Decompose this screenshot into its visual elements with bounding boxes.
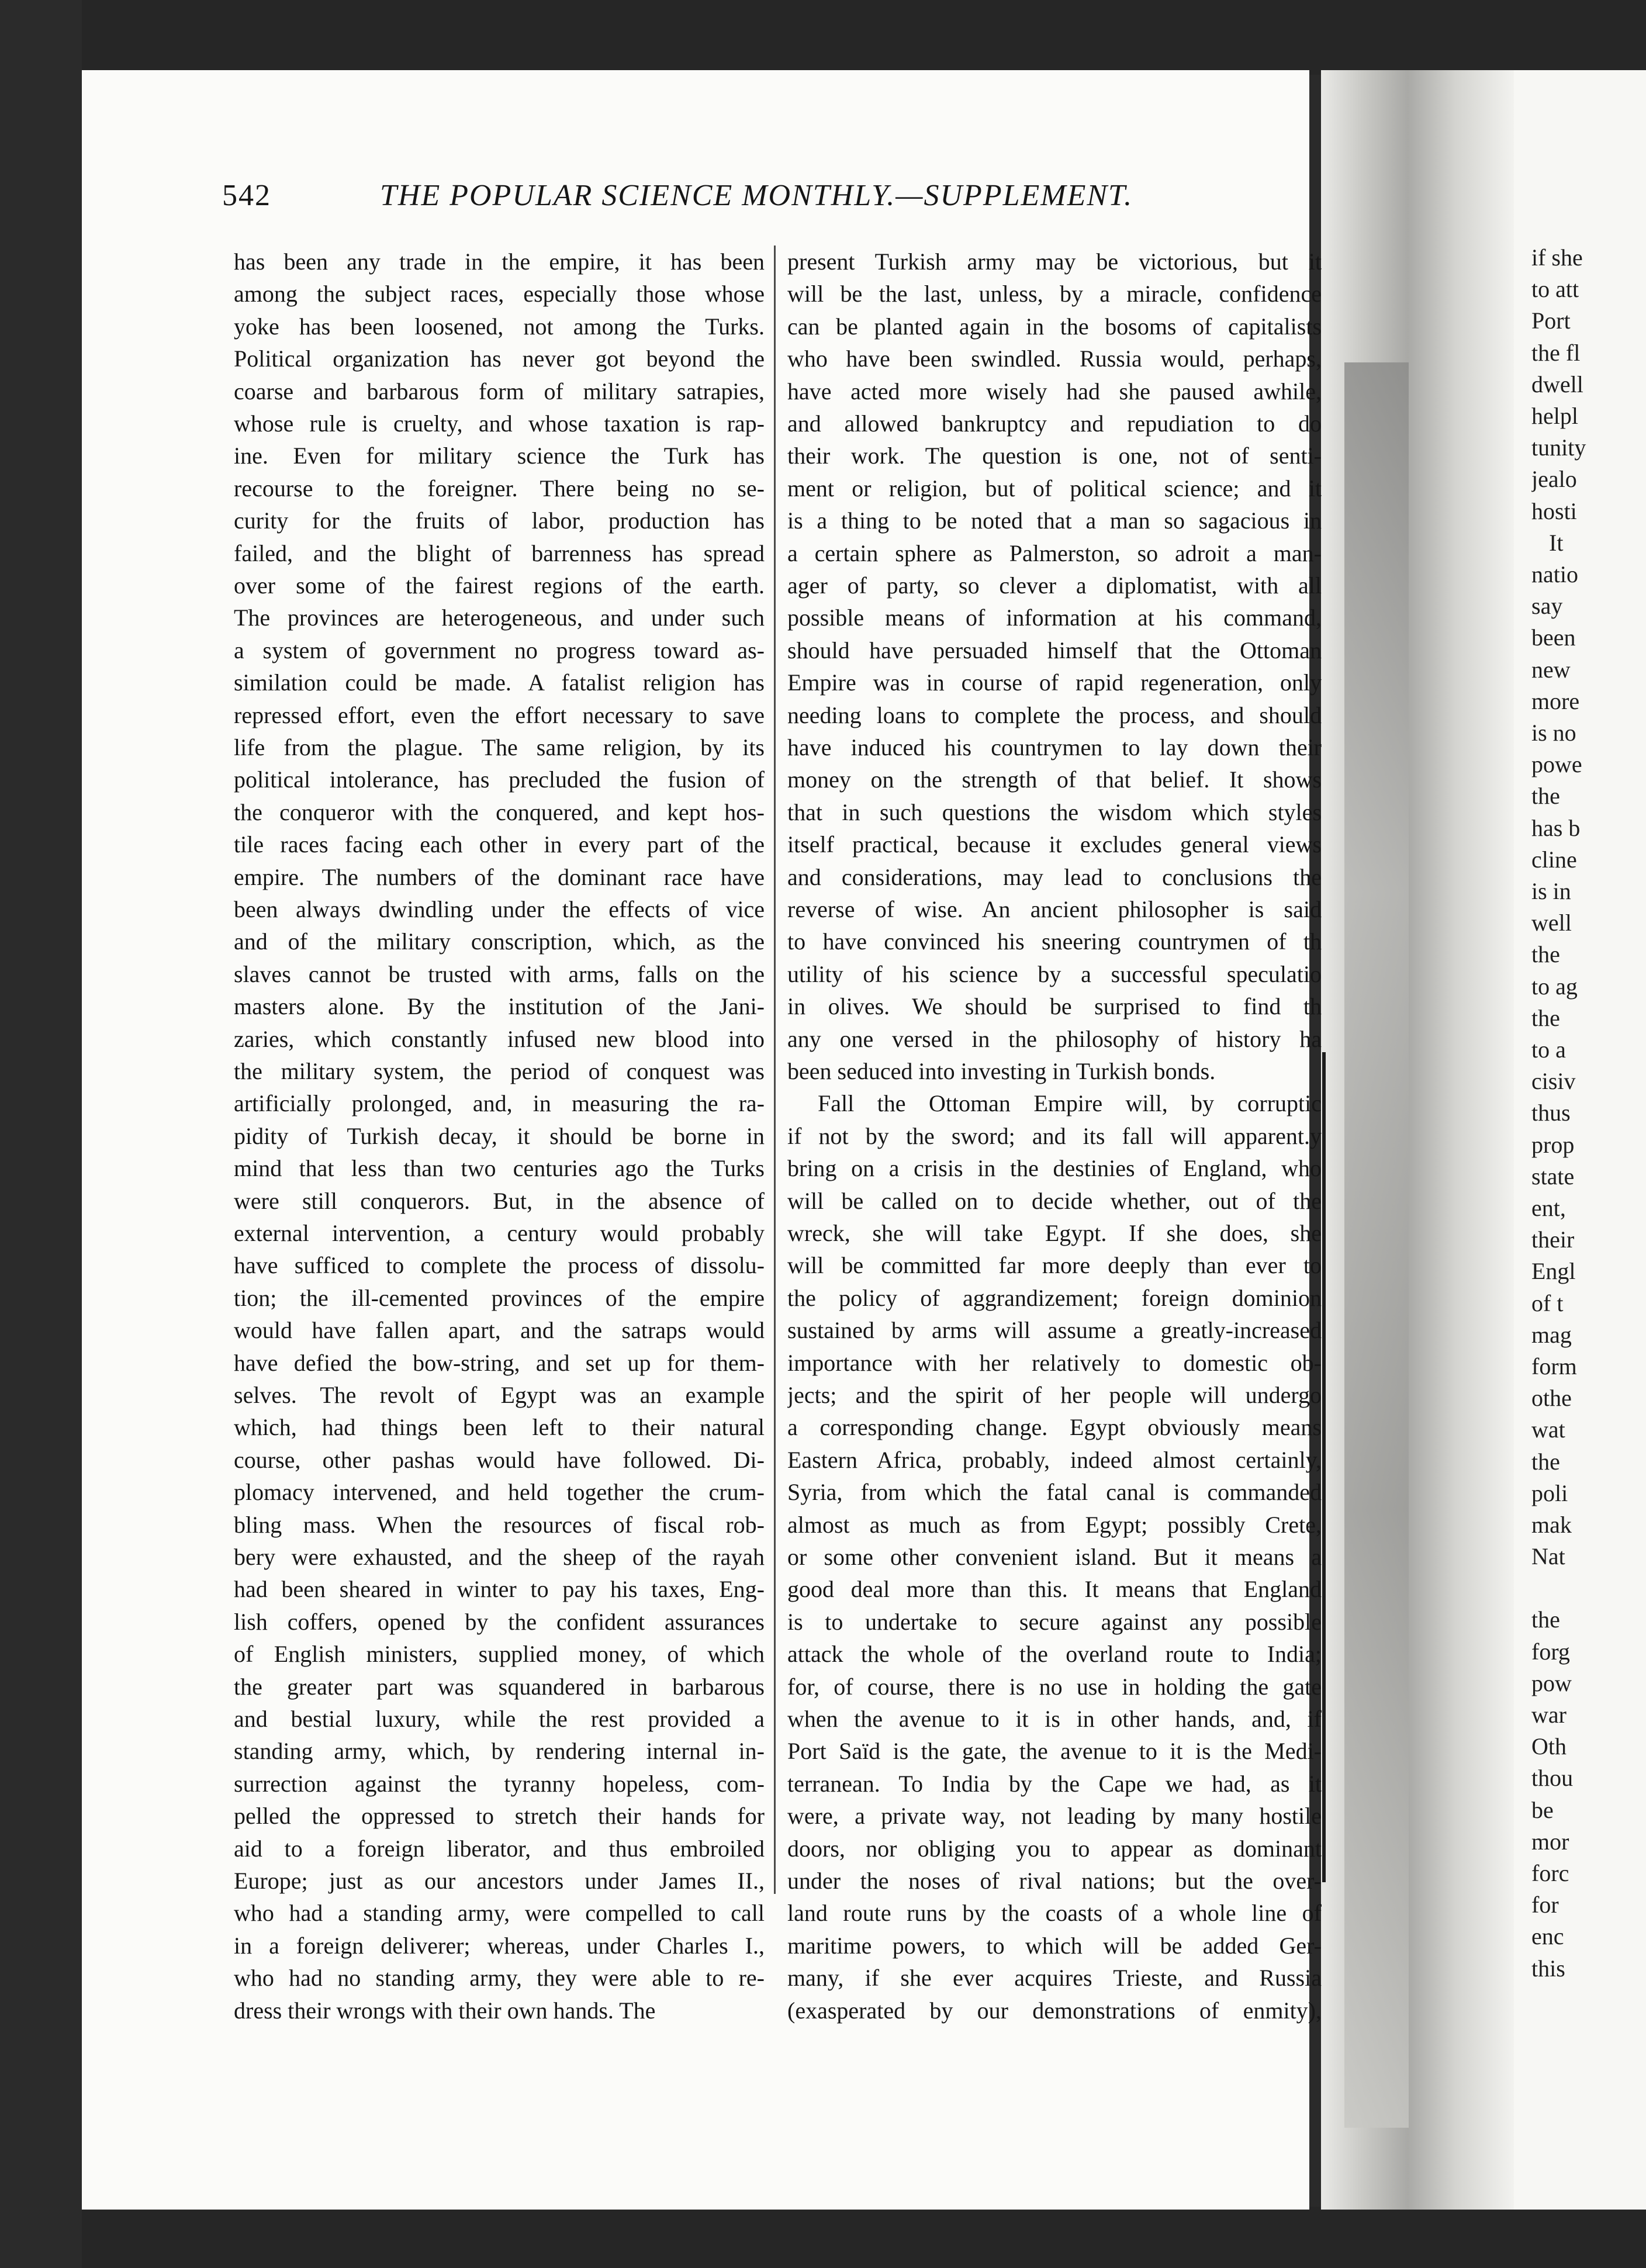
scan-border-top — [0, 0, 1646, 75]
right-column-line: will be the last, unless, by a miracle, confidence — [787, 281, 1322, 307]
facing-page-line: say — [1531, 593, 1563, 620]
left-column-line: lish coffers, opened by the confident assurances — [234, 1608, 765, 1635]
left-column-line: the greater part was squandered in barbarous — [234, 1673, 765, 1700]
left-column-line: course, other pashas would have followed. Di- — [234, 1446, 765, 1473]
left-column-line: tion; the ill-cemented provinces of the empire — [234, 1284, 765, 1311]
facing-page-line: has b — [1531, 814, 1581, 841]
facing-page-line: the — [1531, 1606, 1560, 1633]
facing-page-line: thus — [1531, 1100, 1571, 1126]
right-column-line: jects; and the spirit of her people will undergo — [787, 1382, 1322, 1408]
facing-page-line: prop — [1531, 1131, 1575, 1158]
facing-page-line: the fl — [1531, 339, 1581, 366]
left-column-line: bling mass. When the resources of fiscal rob- — [234, 1511, 765, 1538]
right-column-line: terranean. To India by the Cape we had, as it — [787, 1770, 1322, 1797]
right-column-line: were, a private way, not leading by many hostile — [787, 1803, 1322, 1830]
left-column-line: aid to a foreign liberator, and thus embroiled — [234, 1835, 765, 1862]
facing-page-line: poli — [1531, 1479, 1568, 1506]
facing-page-line: the — [1531, 941, 1560, 968]
left-column-line: tile races facing each other in every part of the — [234, 831, 765, 858]
facing-page-line: forc — [1531, 1860, 1569, 1886]
left-column-line: pidity of Turkish decay, it should be borne in — [234, 1122, 765, 1149]
right-column-line: land route runs by the coasts of a whole line of — [787, 1900, 1322, 1927]
right-column-line: Port Saïd is the gate, the avenue to it is the Medi- — [787, 1738, 1322, 1765]
right-column-line: wreck, she will take Egypt. If she does, she — [787, 1220, 1322, 1246]
left-column-line: standing army, which, by rendering internal in- — [234, 1738, 765, 1765]
facing-page-line: thou — [1531, 1765, 1574, 1792]
page-number: 542 — [222, 179, 271, 212]
facing-page-line: mor — [1531, 1828, 1569, 1855]
facing-page-line: Port — [1531, 307, 1571, 334]
facing-page-line: helpl — [1531, 403, 1578, 429]
left-column-line: life from the plague. The same religion, by its — [234, 734, 765, 760]
facing-page-line: It — [1549, 529, 1564, 556]
gutter-shadow — [1344, 362, 1409, 2128]
facing-page-line: forg — [1531, 1638, 1570, 1665]
left-column-line: curity for the fruits of labor, production has — [234, 507, 765, 534]
left-column-line: selves. The revolt of Egypt was an example — [234, 1382, 765, 1408]
facing-page-line: Nat — [1531, 1543, 1565, 1570]
right-column-line: itself practical, because it excludes general views — [787, 831, 1322, 858]
right-column-line: good deal more than this. It means that England — [787, 1576, 1322, 1603]
facing-page-line: powe — [1531, 751, 1582, 778]
facing-page-line: is no — [1531, 720, 1576, 746]
left-column-line: among the subject races, especially those whose — [234, 281, 765, 307]
left-column-line: in a foreign deliverer; whereas, under Charles I., — [234, 1932, 765, 1959]
facing-page-line: their — [1531, 1226, 1575, 1253]
facing-page-line: new — [1531, 656, 1571, 683]
facing-page-line: natio — [1531, 561, 1578, 587]
scan-border-bottom — [0, 2207, 1646, 2268]
facing-page-line: the — [1531, 783, 1560, 810]
facing-page-line: be — [1531, 1796, 1554, 1823]
left-column-line: had been sheared in winter to pay his taxes, Eng- — [234, 1576, 765, 1603]
facing-page-line: pow — [1531, 1669, 1572, 1696]
right-column-line: in olives. We should be surprised to find th — [787, 993, 1322, 1020]
left-column-line: have defied the bow-string, and set up for them- — [234, 1349, 765, 1376]
right-column-line: reverse of wise. An ancient philosopher is said — [787, 896, 1322, 922]
left-column-line: political intolerance, has precluded the fusion of — [234, 766, 765, 793]
column-rule — [774, 246, 776, 1894]
left-column-line: failed, and the blight of barrenness has spread — [234, 540, 765, 566]
right-column-line: their work. The question is one, not of senti- — [787, 442, 1322, 469]
right-column-line: money on the strength of that belief. It shows — [787, 766, 1322, 793]
left-column-line: ine. Even for military science the Turk has — [234, 442, 765, 469]
facing-page-line: the — [1531, 1448, 1560, 1475]
left-column-line: which, had things been left to their natural — [234, 1414, 765, 1441]
right-column-line: Empire was in course of rapid regeneration, only — [787, 669, 1322, 696]
facing-page-line: tunity — [1531, 434, 1586, 461]
left-column-line: empire. The numbers of the dominant race have — [234, 863, 765, 890]
right-column-line: and allowed bankruptcy and repudiation to do — [787, 410, 1322, 437]
left-column-line: Political organization has never got beyond the — [234, 345, 765, 372]
right-column-line: who have been swindled. Russia would, perhaps, — [787, 345, 1322, 372]
left-column-line: the military system, the period of conquest was — [234, 1058, 765, 1084]
left-column-line: Europe; just as our ancestors under James II., — [234, 1868, 765, 1894]
left-column-line: the conqueror with the conquered, and kept hos- — [234, 798, 765, 825]
right-column-line: Fall the Ottoman Empire will, by corruptic — [818, 1090, 1322, 1117]
facing-page-line: more — [1531, 687, 1580, 714]
left-column-line: mind that less than two centuries ago the Turks — [234, 1155, 765, 1182]
facing-page-line: this — [1531, 1955, 1565, 1982]
left-column-line: pelled the oppressed to stretch their hands for — [234, 1803, 765, 1830]
left-column-line: bery were exhausted, and the sheep of the rayah — [234, 1544, 765, 1570]
left-column-line: whose rule is cruelty, and whose taxation is rap- — [234, 410, 765, 437]
facing-page-line: well — [1531, 910, 1572, 936]
left-column-line: slaves cannot be trusted with arms, falls on the — [234, 960, 765, 987]
left-column-line: would have fallen apart, and the satraps would — [234, 1317, 765, 1344]
left-column-line: recourse to the foreigner. There being no se- — [234, 475, 765, 502]
left-column-line: artificially prolonged, and, in measuring the ra- — [234, 1090, 765, 1117]
left-column-line: similation could be made. A fatalist religion has — [234, 669, 765, 696]
facing-page-line: jealo — [1531, 466, 1577, 493]
facing-page-line: state — [1531, 1163, 1575, 1190]
scan-border-left — [0, 0, 82, 2268]
facing-page-line: Engl — [1531, 1258, 1576, 1285]
right-column-line: have induced his countrymen to lay down their — [787, 734, 1322, 760]
right-column-line: if not by the sword; and its fall will apparent.y — [787, 1122, 1322, 1149]
facing-page-line: is in — [1531, 878, 1571, 904]
left-column-line: have sufficed to complete the process of dissolu- — [234, 1252, 765, 1279]
right-column-line: is a thing to be noted that a man so sagacious in — [787, 507, 1322, 534]
right-column-line: will be committed far more deeply than ever to — [787, 1252, 1322, 1279]
right-column-line: have acted more wisely had she paused awhile, — [787, 378, 1322, 404]
left-column-line: and bestial luxury, while the rest provided a — [234, 1706, 765, 1732]
facing-page-line: to ag — [1531, 973, 1578, 1000]
facing-page-line: for — [1531, 1892, 1559, 1918]
left-column-line: yoke has been loosened, not among the Turks. — [234, 313, 765, 340]
running-title: THE POPULAR SCIENCE MONTHLY.—SUPPLEMENT. — [380, 179, 1133, 212]
left-column-line: who had a standing army, were compelled to call — [234, 1900, 765, 1927]
right-column-line: ager of party, so clever a diplomatist, with all — [787, 572, 1322, 599]
right-column-line: been seduced into investing in Turkish bonds. — [787, 1058, 1216, 1084]
left-column-line: dress their wrongs with their own hands. The — [234, 1997, 656, 2024]
left-column-line: who had no standing army, they were able to re- — [234, 1965, 765, 1992]
facing-page-line: war — [1531, 1702, 1567, 1728]
right-column-line: maritime powers, to which will be added Ger- — [787, 1932, 1322, 1959]
right-column-line: any one versed in the philosophy of history ha — [787, 1025, 1322, 1052]
facing-page-line: dwell — [1531, 371, 1583, 397]
right-column-line: will be called on to decide whether, out of the — [787, 1187, 1322, 1214]
facing-page-line: mak — [1531, 1512, 1572, 1538]
left-column-line: were still conquerors. But, in the absence of — [234, 1187, 765, 1214]
right-column-line: the policy of aggrandizement; foreign dominion — [787, 1284, 1322, 1311]
right-column-line: can be planted again in the bosoms of capitalists — [787, 313, 1322, 340]
facing-page-line: cisiv — [1531, 1068, 1576, 1095]
right-column-line: is to undertake to secure against any possible — [787, 1608, 1322, 1635]
right-column-line: to have convinced his sneering countrymen of th — [787, 928, 1322, 955]
left-column-line: The provinces are heterogeneous, and under such — [234, 604, 765, 631]
left-column-line: been always dwindling under the effects of vice — [234, 896, 765, 922]
right-column-line: possible means of information at his command, — [787, 604, 1322, 631]
left-column-line: over some of the fairest regions of the earth. — [234, 572, 765, 599]
left-column-line: external intervention, a century would probably — [234, 1220, 765, 1246]
facing-page-line: wat — [1531, 1416, 1565, 1443]
left-column-line: has been any trade in the empire, it has been — [234, 248, 765, 275]
left-column-line: repressed effort, even the effort necessary to save — [234, 701, 765, 728]
running-head — [222, 175, 1216, 216]
facing-page-line: mag — [1531, 1321, 1572, 1348]
right-column-line: ment or religion, but of political science; and it — [787, 475, 1322, 502]
facing-page-line: othe — [1531, 1385, 1572, 1412]
facing-page-line: enc — [1531, 1923, 1564, 1950]
left-column-line: zaries, which constantly infused new blood into — [234, 1025, 765, 1052]
facing-page-line: hosti — [1531, 497, 1577, 524]
right-column-line: should have persuaded himself that the Ottoman — [787, 637, 1322, 663]
left-column-line: masters alone. By the institution of the Jani- — [234, 993, 765, 1020]
right-column-line: attack the whole of the overland route to India; — [787, 1641, 1322, 1668]
left-column-line: plomacy intervened, and held together the crum- — [234, 1479, 765, 1506]
facing-page-line: the — [1531, 1004, 1560, 1031]
right-column-line: bring on a crisis in the destinies of England, who — [787, 1155, 1322, 1182]
facing-page-line: to att — [1531, 276, 1579, 303]
left-column-line: and of the military conscription, which, as the — [234, 928, 765, 955]
facing-page-line: if she — [1531, 244, 1583, 271]
right-column-line: needing loans to complete the process, and should — [787, 701, 1322, 728]
right-column-line: many, if she ever acquires Trieste, and Russia — [787, 1965, 1322, 1992]
right-column-line: doors, nor obliging you to appear as dominant — [787, 1835, 1322, 1862]
right-column-line: and considerations, may lead to conclusions the — [787, 863, 1322, 890]
facing-page-line: cline — [1531, 846, 1577, 873]
right-column-line: under the noses of rival nations; but the over- — [787, 1868, 1322, 1894]
right-column-line: Syria, from which the fatal canal is commanded — [787, 1479, 1322, 1506]
left-column-line: of English ministers, supplied money, of which — [234, 1641, 765, 1668]
left-column-line: coarse and barbarous form of military satrapies, — [234, 378, 765, 404]
left-column-line: surrection against the tyranny hopeless, com- — [234, 1770, 765, 1797]
page-edge-shadow — [1322, 1052, 1326, 1882]
right-column-line: that in such questions the wisdom which styles — [787, 798, 1322, 825]
right-column-line: present Turkish army may be victorious, but it — [787, 248, 1322, 275]
facing-page-line: ent, — [1531, 1195, 1566, 1221]
left-column-line: a system of government no progress toward as- — [234, 637, 765, 663]
right-column-line: a corresponding change. Egypt obviously means — [787, 1414, 1322, 1441]
right-column-line: Eastern Africa, probably, indeed almost certainly, — [787, 1446, 1322, 1473]
right-column-line: sustained by arms will assume a greatly-increased — [787, 1317, 1322, 1344]
right-column-line: when the avenue to it is in other hands, and, if — [787, 1706, 1322, 1732]
facing-page-line: form — [1531, 1353, 1577, 1380]
facing-page-line: of t — [1531, 1289, 1564, 1316]
facing-page-line: Oth — [1531, 1733, 1567, 1760]
right-column-line: almost as much as from Egypt; possibly Crete, — [787, 1511, 1322, 1538]
right-column-line: or some other convenient island. But it means a — [787, 1544, 1322, 1570]
right-column-line: (exasperated by our demonstrations of enmity), — [787, 1997, 1322, 2024]
facing-page-line: been — [1531, 624, 1576, 651]
right-column-line: utility of his science by a successful speculatio — [787, 960, 1322, 987]
facing-page-line: to a — [1531, 1036, 1566, 1063]
right-column-line: a certain sphere as Palmerston, so adroit a man- — [787, 540, 1322, 566]
right-column-line: importance with her relatively to domestic ob- — [787, 1349, 1322, 1376]
right-column-line: for, of course, there is no use in holding the gate — [787, 1673, 1322, 1700]
